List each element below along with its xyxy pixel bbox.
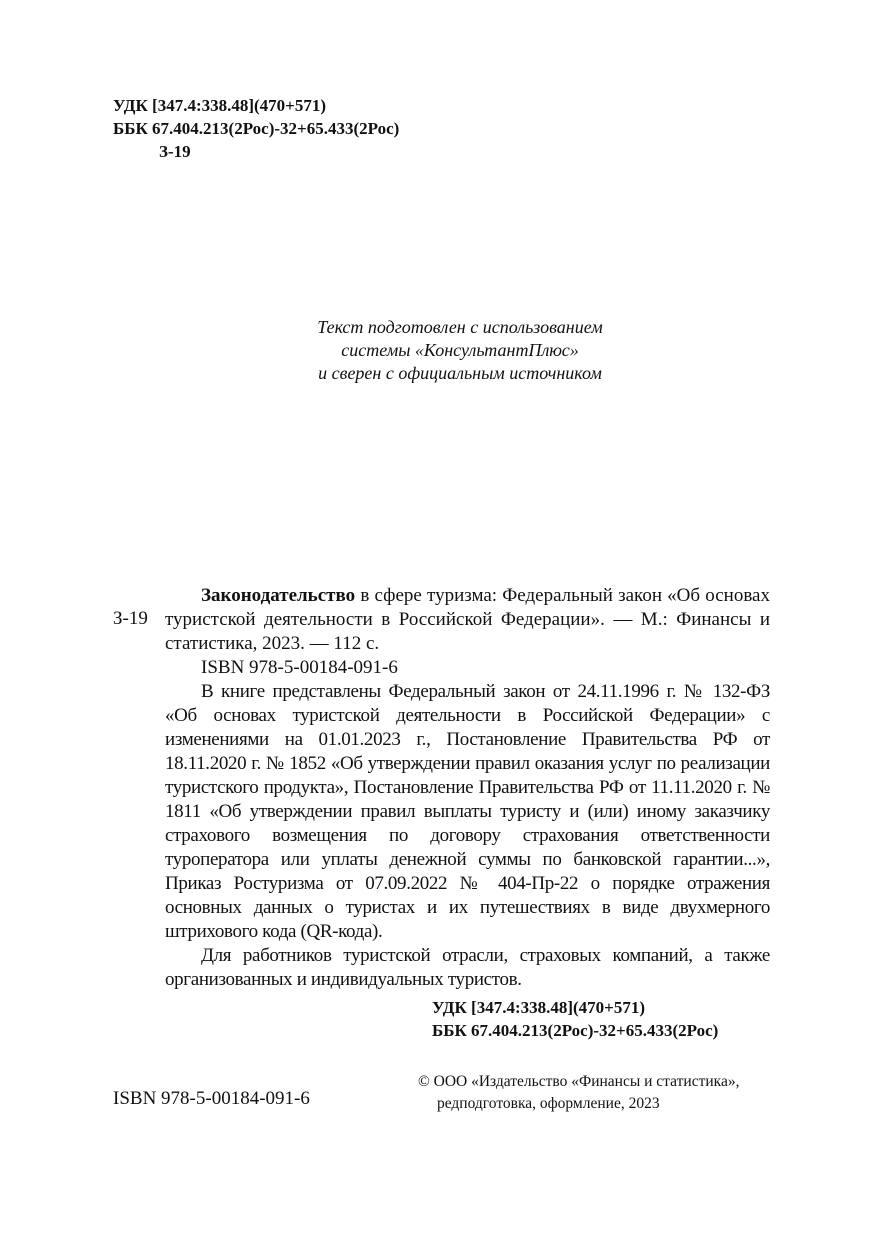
source-note [240,316,680,385]
bbk-code-top: ББК 67.404.213(2Рос)-32+65.433(2Рос) [113,119,400,138]
annotation-text: В книге представлены Федеральный закон от 24.11.1996 г. № 132-ФЗ «Об основах туристской деятельности в Российской Федерации» с изменениями на 01.01.2023 г., Постановление Правительства РФ от 18.11.2020 г. № 1852 «Об утверждении правил оказания услуг по реализации туристского продукта», Постановление Правительства РФ от 11.11.2020 г. № 1811 «Об утверждении правил выплаты туристу и (или) иному заказчику страхового возмещения по договору страхования ответственности туроператора или уплаты денежной суммы по банковской гарантии...», Приказ Ростуризма от 07.09.2022 № 404-Пр-22 о порядке отражения основных данных о туристах и их путешествиях в виде двухмерного штрихового кода (QR-кода). [165,681,770,942]
book-title-rest: в сфере туризма: Федеральный закон «Об основах туристской деятельности в Российской Федерации». — М.: Финансы и статистика, 2023. — 112 с. [165,585,770,654]
udk-code-top: УДК [347.4:338.48](470+571) [113,96,327,115]
bottom-isbn: ISBN 978-5-00184-091-6 [113,1088,310,1109]
source-note-line-3: и сверен с официальным источником [318,363,602,383]
copyright-line-2: редподготовка, оформление, 2023 [437,1095,660,1112]
audience-text: Для работников туристской отрасли, страховых компаний, а также организованных и индивидуальных туристов. [165,945,770,990]
bibliographic-description [165,584,770,992]
biblio-isbn: ISBN 978-5-00184-091-6 [201,657,398,678]
classification-top [113,94,399,163]
source-note-line-2: системы «КонсультантПлюс» [341,340,579,360]
bibliographic-title [165,584,770,656]
copyright-notice [418,1071,739,1115]
udk-code-bottom: УДК [347.4:338.48](470+571) [432,998,646,1017]
copyright-line-1: © ООО «Издательство «Финансы и статистика», [418,1073,740,1090]
classification-bottom [432,996,718,1042]
author-mark-top: З-19 [159,142,191,161]
source-note-line-1: Текст подготовлен с использованием [317,317,603,337]
book-title-bold: Законодательство [201,585,356,606]
bbk-code-bottom: ББК 67.404.213(2Рос)-32+65.433(2Рос) [432,1021,719,1040]
side-author-mark: З-19 [113,608,148,629]
